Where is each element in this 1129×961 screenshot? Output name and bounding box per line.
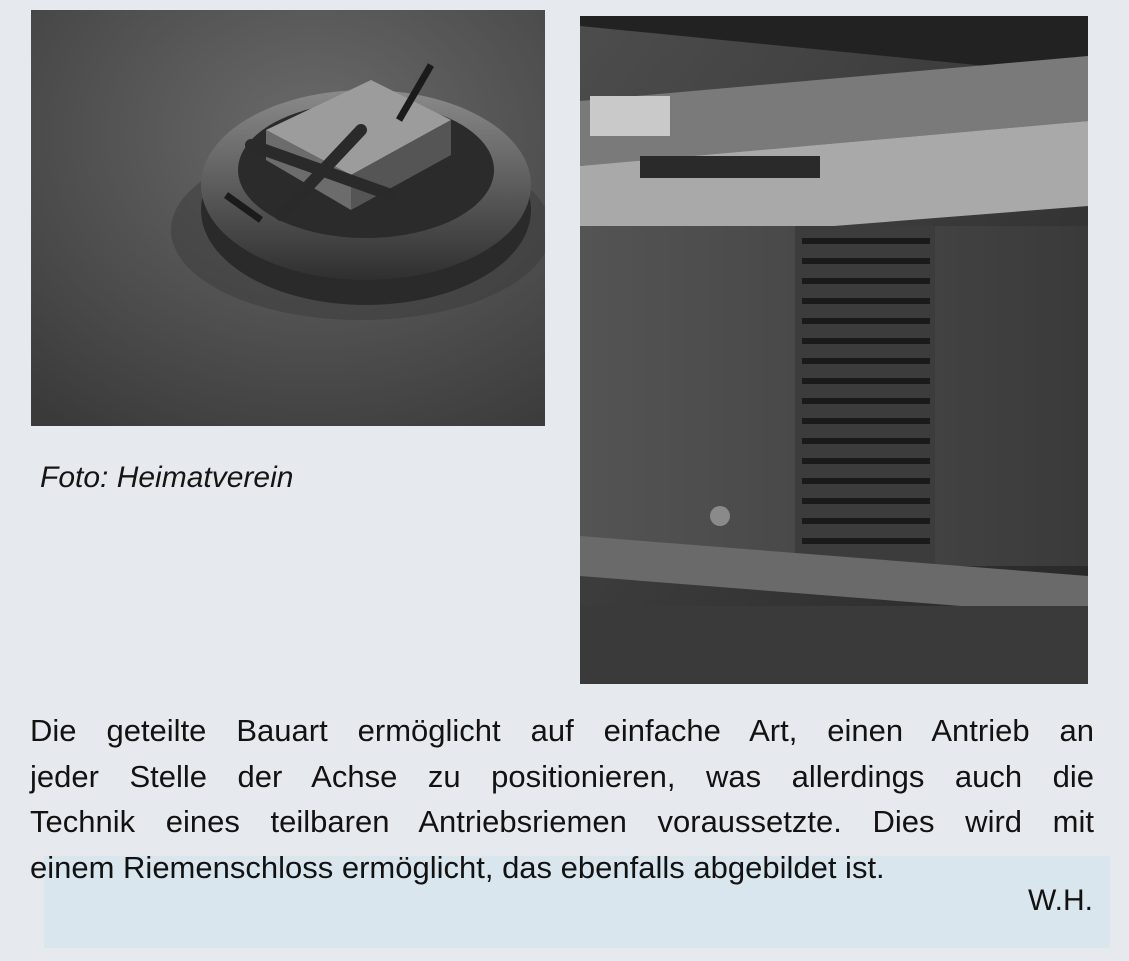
caption-text <box>30 708 1094 890</box>
caption-line: Die geteilte Bauart ermöglicht auf einfache Art, einen Antrieb an <box>30 713 1094 748</box>
caption-line: einem Riemenschloss ermöglicht, das ebenfalls abgebildet ist. <box>30 849 885 885</box>
photo-credit: Foto: Heimatverein <box>40 461 294 494</box>
caption-line: jeder Stelle der Achse zu positionieren, was allerdings auch die <box>30 758 1094 794</box>
photo-drive-belt <box>580 16 1088 684</box>
author-initials: W.H. <box>1028 884 1093 917</box>
caption-line: Technik eines teilbaren Antriebsriemen voraussetzte. Dies wird mit <box>30 804 1094 839</box>
photo-belt-lock <box>31 10 545 426</box>
